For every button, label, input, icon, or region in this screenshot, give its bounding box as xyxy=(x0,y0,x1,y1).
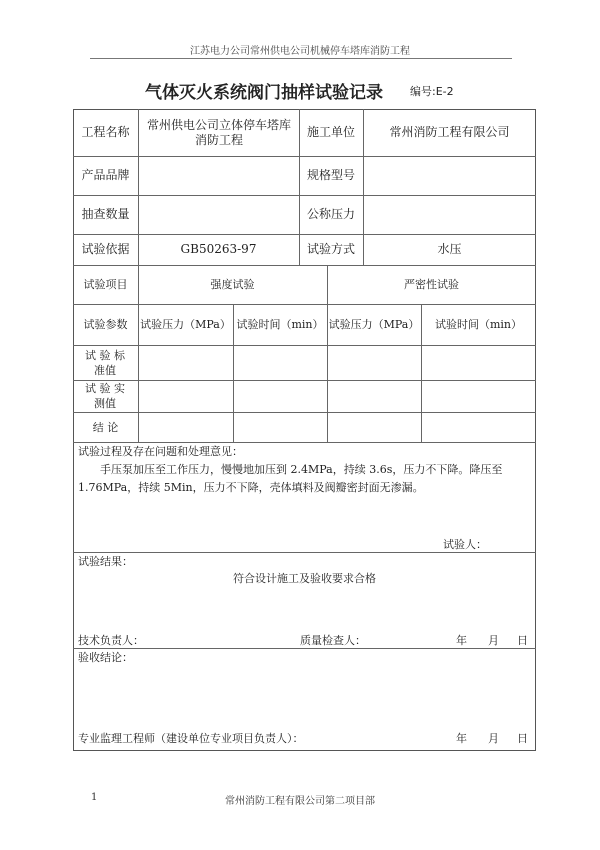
test-param-label: 试验参数 xyxy=(83,318,128,331)
tech-lead-label: 技术负责人： xyxy=(78,634,144,647)
supervisor-label: 专业监理工程师（建设单位专业项目负责人）： xyxy=(78,732,304,745)
conclusion-label: 结 论 xyxy=(92,420,119,434)
basis-value: GB50263-97 xyxy=(180,242,257,256)
strength-test-header: 强度试验 xyxy=(210,278,255,291)
param-tightness-pressure: 试验压力（MPa） xyxy=(328,318,420,331)
basis-label: 试验依据 xyxy=(81,242,130,256)
result-year: 年 xyxy=(456,634,467,647)
contractor-value: 常州消防工程有限公司 xyxy=(389,125,510,139)
document-title: 气体灭火系统阀门抽样试验记录 xyxy=(145,83,383,103)
footer-org: 常州消防工程有限公司第二项目部 xyxy=(225,796,375,807)
header-rule xyxy=(90,58,512,59)
pressure-label: 公称压力 xyxy=(306,207,355,221)
running-header: 江苏电力公司常州供电公司机械停车塔库消防工程 xyxy=(190,46,410,57)
acceptance-month: 月 xyxy=(488,732,499,745)
result-label: 试验结果： xyxy=(78,555,133,568)
process-label: 试验过程及存在问题和处理意见： xyxy=(78,445,243,458)
document-code: 编号:E-2 xyxy=(410,85,454,98)
method-label: 试验方式 xyxy=(306,242,355,256)
result-day: 日 xyxy=(517,634,528,647)
param-strength-time: 试验时间（min） xyxy=(236,318,324,331)
model-value xyxy=(363,156,536,195)
param-strength-pressure: 试验压力（MPa） xyxy=(140,318,231,331)
standard-value-label: 试 验 标准值 xyxy=(85,348,125,377)
param-tightness-time: 试验时间（min） xyxy=(434,318,523,331)
pressure-value xyxy=(363,195,536,234)
process-text: 手压泵加压至工作压力，慢慢地加压到 2.4MPa，持续 3.6s，压力不下降。降压至 1.76MPa，持续 5Min，压力不下降，壳体填料及阀瓣密封面无渗漏。 xyxy=(78,463,503,494)
method-value: 水压 xyxy=(437,242,462,256)
project-label: 工程名称 xyxy=(81,125,130,139)
test-item-label: 试验项目 xyxy=(83,278,128,291)
qc-label: 质量检查人： xyxy=(300,634,366,647)
result-text: 符合设计施工及验收要求合格 xyxy=(233,572,376,585)
model-label: 规格型号 xyxy=(306,168,355,182)
acceptance-year: 年 xyxy=(456,732,467,745)
project-value: 常州供电公司立体停车塔库消防工程 xyxy=(146,117,291,147)
acceptance-day: 日 xyxy=(517,732,528,745)
result-month: 月 xyxy=(488,634,499,647)
tightness-test-header: 严密性试验 xyxy=(404,278,459,291)
measured-value-label: 试 验 实测值 xyxy=(85,382,125,410)
acceptance-label: 验收结论： xyxy=(78,651,133,664)
tester-label: 试验人： xyxy=(443,538,487,551)
contractor-label: 施工单位 xyxy=(306,125,355,139)
page-number: 1 xyxy=(91,792,98,803)
qty-value xyxy=(138,195,299,234)
brand-label: 产品品牌 xyxy=(81,168,130,182)
brand-value xyxy=(138,156,299,195)
qty-label: 抽查数量 xyxy=(81,207,130,221)
